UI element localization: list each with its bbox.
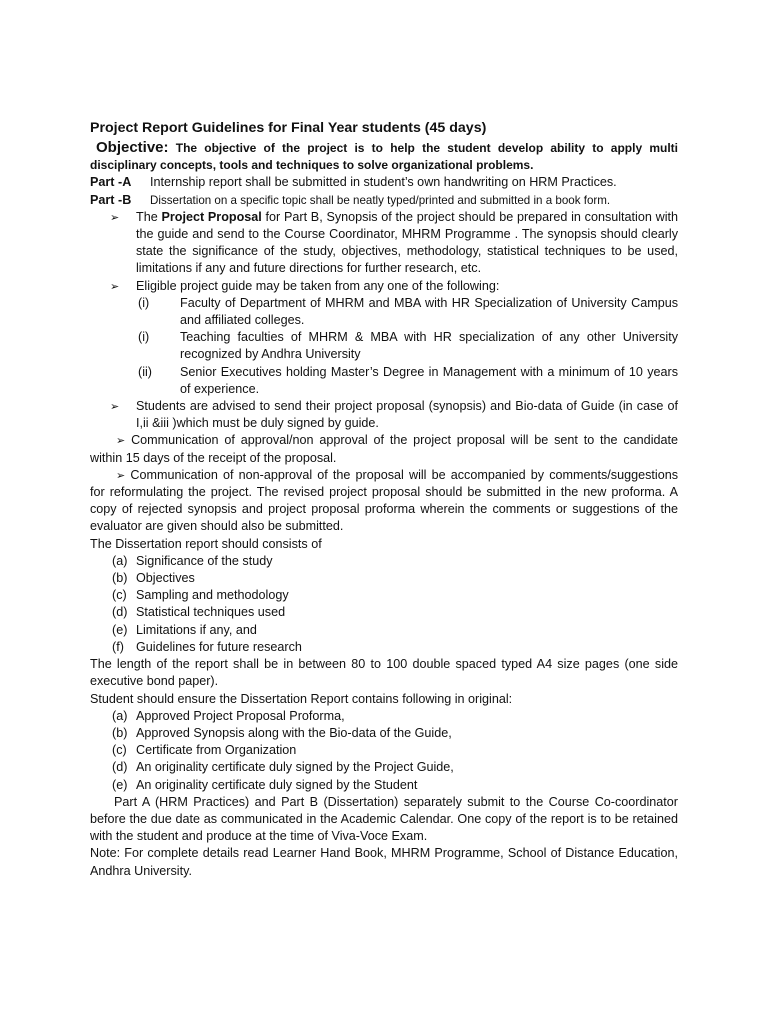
dissertation-intro: The Dissertation report should consists of xyxy=(90,536,322,551)
list-item xyxy=(90,553,678,570)
list-item xyxy=(90,622,678,639)
list-item-text: Senior Executives holding Master’s Degree in Management with a minimum of 10 years of experience. xyxy=(180,364,678,396)
report-length-paragraph: The length of the report shall be in between 80 to 100 double spaced typed A4 size pages (one side executive bond paper). xyxy=(90,657,678,689)
arrow-bullet-icon: ➢ xyxy=(110,210,120,224)
list-item-text: Guidelines for future research xyxy=(136,639,302,654)
bullet-students-advised xyxy=(90,398,678,432)
note-paragraph: Note: For complete details read Learner Hand Book, MHRM Programme, School of Distance Education, Andhra University. xyxy=(90,846,678,878)
bullet-communication-approval xyxy=(90,432,678,466)
list-item-number: (a) xyxy=(112,708,128,723)
list-item-text: Certificate from Organization xyxy=(136,743,297,758)
list-item xyxy=(90,604,678,621)
list-item-text: Objectives xyxy=(136,571,195,586)
list-item xyxy=(90,587,678,604)
list-item xyxy=(90,725,678,742)
list-item xyxy=(90,639,678,656)
list-item-number: (i) xyxy=(138,295,150,310)
list-item xyxy=(90,742,678,759)
list-item-text: An originality certificate duly signed by the Student xyxy=(136,777,418,792)
objective-text: The objective of the project is to help the student develop ability to apply multi disciplinary concepts, tools and techniques to solve organizational problems. xyxy=(90,141,678,173)
list-item xyxy=(136,329,678,363)
part-a-label: Part -A xyxy=(90,175,132,190)
list-item-number: (b) xyxy=(112,571,128,586)
part-b-text: Dissertation on a specific topic shall be neatly typed/printed and submitted in a book form. xyxy=(150,193,611,207)
list-item-number: (a) xyxy=(112,553,128,568)
guideline-bullets-continued xyxy=(90,398,678,432)
list-item xyxy=(136,295,678,329)
list-item xyxy=(90,777,678,794)
bullet-text: Communication of approval/non approval of the project proposal will be sent to the candidate within 15 days of the receipt of the proposal. xyxy=(90,433,678,465)
bullet-text: Eligible project guide may be taken from any one of the following: xyxy=(136,278,500,293)
list-item xyxy=(90,759,678,776)
list-item xyxy=(136,364,678,398)
list-item-text: Teaching faculties of MHRM & MBA with HR specialization of any other University recognized by Andhra University xyxy=(180,330,678,362)
list-item xyxy=(90,708,678,725)
part-b-row xyxy=(90,192,678,209)
dissertation-contents-list xyxy=(90,553,678,656)
bullet-communication-non-approval xyxy=(90,467,678,536)
bullet-text: Students are advised to send their project proposal (synopsis) and Bio-data of Guide (in case of I,ii &iii )which must be duly signed by guide. xyxy=(136,399,678,431)
list-item-number: (c) xyxy=(112,588,127,603)
list-item-text: Approved Synopsis along with the Bio-data of the Guide, xyxy=(136,725,452,740)
bullet-text-post: for Part B, Synopsis of the project should be prepared in consultation with the guide and send to the Course Coordinator, MHRM Programme . The synopsis should clearly state the significance of the study, objectives, methodology, statistical techniques to be used, limitations if any and future directions for further research, etc. xyxy=(136,209,678,276)
list-item xyxy=(90,570,678,587)
list-item-number: (d) xyxy=(112,760,128,775)
list-item-number: (c) xyxy=(112,743,127,758)
part-a-text: Internship report shall be submitted in student’s own handwriting on HRM Practices. xyxy=(150,175,617,190)
list-item-text: Statistical techniques used xyxy=(136,605,286,620)
list-item-number: (b) xyxy=(112,725,128,740)
bullet-text: Communication of non-approval of the proposal will be accompanied by comments/suggestions for reformulating the project. The revised project proposal should be submitted in the new proforma. A copy of rejected synopsis and project proposal proforma wherein the comments or suggestions of the evaluator are given should also be submitted. xyxy=(90,467,679,534)
arrow-bullet-icon: ➢ xyxy=(116,468,126,482)
arrow-bullet-icon: ➢ xyxy=(110,279,120,293)
objective-label: Objective: xyxy=(96,139,169,156)
list-item-text: Approved Project Proposal Proforma, xyxy=(136,708,345,723)
objective-paragraph xyxy=(90,139,678,174)
bullet-project-proposal xyxy=(90,209,678,278)
list-item-number: (ii) xyxy=(138,364,152,379)
arrow-bullet-icon: ➢ xyxy=(116,434,126,448)
list-item-number: (e) xyxy=(112,777,128,792)
list-item-text: Faculty of Department of MHRM and MBA with HR Specialization of University Campus and affiliated colleges. xyxy=(180,295,678,328)
original-documents-list xyxy=(90,708,678,794)
list-item-text: Sampling and methodology xyxy=(136,588,289,603)
list-item-number: (i) xyxy=(138,330,150,345)
list-item-number: (d) xyxy=(112,605,128,620)
ensure-intro: Student should ensure the Dissertation Report contains following in original: xyxy=(90,691,513,706)
list-item-text: Limitations if any, and xyxy=(136,622,257,637)
project-proposal-term: Project Proposal xyxy=(161,209,262,224)
bullet-text-pre: The xyxy=(136,209,162,224)
guide-eligibility-list xyxy=(90,295,678,398)
submission-paragraph: Part A (HRM Practices) and Part B (Dissertation) separately submit to the Course Co-coordinator before the due date as communicated in the Academic Calendar. One copy of the report is to be retained with the student and produce at the time of Viva-Voce Exam. xyxy=(90,794,678,844)
list-item-text: An originality certificate duly signed by the Project Guide, xyxy=(136,760,454,775)
part-a-row xyxy=(90,174,678,191)
bullet-eligible-guide xyxy=(90,278,678,295)
list-item-number: (f) xyxy=(112,639,124,654)
guideline-bullets xyxy=(90,209,678,295)
part-b-label: Part -B xyxy=(90,192,132,207)
arrow-bullet-icon: ➢ xyxy=(110,400,120,414)
document-title: Project Report Guidelines for Final Year students (45 days) xyxy=(90,120,487,136)
list-item-text: Significance of the study xyxy=(136,553,273,568)
list-item-number: (e) xyxy=(112,622,128,637)
